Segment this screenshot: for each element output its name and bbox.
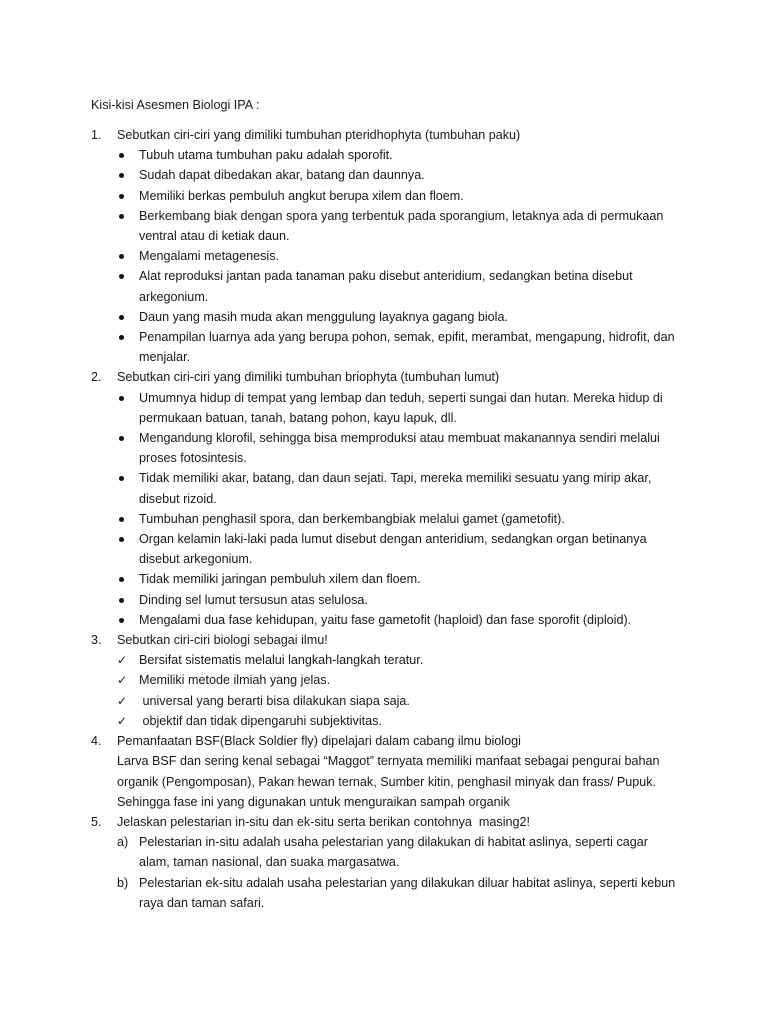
checkmark-icon: ✓: [117, 653, 128, 668]
checkmark-icon: ✓: [117, 713, 128, 728]
question-5-heading: [0, 812, 677, 832]
question-1: [0, 125, 768, 367]
bullet-icon: [119, 618, 124, 623]
list-item: Mengalami metagenesis.: [0, 246, 679, 266]
answer-paragraph: Larva BSF dan sering kenal sebagai “Maggot” ternyata memiliki manfaat sebagai pengurai bahan organik (Pengomposan), Pakan hewan ternak, Sumber kitin, penghasil minyak dan frass/ Pupuk. Sehingga fase ini yang digunakan untuk menguraikan sampah organik: [117, 754, 660, 809]
question-4: [0, 731, 768, 812]
question-number: 5.: [91, 814, 102, 829]
bullet-icon: [119, 577, 124, 582]
checkmark-icon: ✓: [117, 673, 128, 688]
bullet-icon: [119, 254, 124, 259]
bullet-icon: [119, 476, 124, 481]
bullet-icon: [119, 436, 124, 441]
list-item: ✓ objektif dan tidak dipengaruhi subjektivitas.: [0, 711, 679, 731]
question-number: 2.: [91, 370, 102, 385]
list-item: Penampilan luarnya ada yang berupa pohon, semak, epifit, merambat, mengapung, hidrofit, dan menjalar.: [0, 327, 679, 367]
question-text: Sebutkan ciri-ciri biologi sebagai ilmu!: [117, 633, 328, 648]
list-item: Mengalami dua fase kehidupan, yaitu fase gametofit (haploid) dan fase sporofit (diploid).: [0, 610, 679, 630]
question-number: 4.: [91, 734, 102, 749]
document-title: Kisi-kisi Asesmen Biologi IPA :: [91, 98, 260, 112]
list-item: Sudah dapat dibedakan akar, batang dan daunnya.: [0, 165, 679, 185]
bullet-icon: [119, 173, 124, 178]
question-text: Sebutkan ciri-ciri yang dimiliki tumbuhan pteridhophyta (tumbuhan paku): [117, 128, 521, 142]
list-item: Tubuh utama tumbuhan paku adalah sporofit.: [0, 145, 679, 165]
question-1-heading: [0, 125, 677, 145]
list-item: b) Pelestarian ek-situ adalah usaha pelestarian yang dilakukan diluar habitat aslinya, seperti kebun raya dan taman safari.: [0, 873, 679, 913]
checkmark-icon: ✓: [117, 693, 128, 708]
list-item: Dinding sel lumut tersusun atas selulosa.: [0, 590, 679, 610]
bullet-icon: [119, 194, 124, 199]
list-letter: a): [117, 835, 129, 850]
list-item: ✓ universal yang berarti bisa dilakukan siapa saja.: [0, 691, 679, 711]
question-4-heading: [0, 731, 677, 751]
list-item: ✓ Bersifat sistematis melalui langkah-langkah teratur.: [0, 650, 679, 670]
bullet-icon: [119, 335, 124, 340]
question-5: [0, 812, 768, 913]
list-item: Memiliki berkas pembuluh angkut berupa xilem dan floem.: [0, 186, 679, 206]
bullet-icon: [119, 315, 124, 320]
list-item: Mengandung klorofil, sehingga bisa memproduksi atau membuat makanannya sendiri melalui proses fotosintesis.: [0, 428, 679, 468]
list-item: Tidak memiliki akar, batang, dan daun sejati. Tapi, mereka memiliki sesuatu yang mirip akar, disebut rizoid.: [0, 468, 679, 508]
question-text: Jelaskan pelestarian in-situ dan ek-situ serta berikan contohnya masing2!: [117, 814, 531, 829]
question-list: [0, 125, 768, 913]
list-item: Tumbuhan penghasil spora, dan berkembangbiak melalui gamet (gametofit).: [0, 509, 679, 529]
bullet-icon: [119, 598, 124, 603]
bullet-icon: [119, 274, 124, 279]
question-3-heading: [0, 630, 677, 650]
bullet-icon: [119, 537, 124, 542]
question-2-heading: [0, 367, 677, 387]
list-item: Organ kelamin laki-laki pada lumut disebut dengan anteridium, sedangkan organ betinanya disebut arkegonium.: [0, 529, 679, 569]
question-2: [0, 367, 768, 630]
question-number: 3.: [91, 633, 102, 648]
list-item: a) Pelestarian in-situ adalah usaha pelestarian yang dilakukan di habitat aslinya, seperti cagar alam, taman nasional, dan suaka margasatwa.: [0, 832, 679, 872]
bullet-icon: [119, 396, 124, 401]
list-item: Berkembang biak dengan spora yang terbentuk pada sporangium, letaknya ada di permukaan ventral atau di ketiak daun.: [0, 206, 679, 246]
bullet-icon: [119, 214, 124, 219]
list-item: ✓ Memiliki metode ilmiah yang jelas.: [0, 670, 679, 690]
list-letter: b): [117, 875, 129, 890]
list-item: Tidak memiliki jaringan pembuluh xilem dan floem.: [0, 569, 679, 589]
question-text: Pemanfaatan BSF(Black Soldier fly) dipelajari dalam cabang ilmu biologi: [117, 734, 521, 749]
list-item: Daun yang masih muda akan menggulung layaknya gagang biola.: [0, 307, 679, 327]
list-item: Umumnya hidup di tempat yang lembap dan teduh, seperti sungai dan hutan. Mereka hidup di permukaan batuan, tanah, batang pohon, kayu lapuk, dll.: [0, 388, 679, 428]
question-text: Sebutkan ciri-ciri yang dimiliki tumbuhan briophyta (tumbuhan lumut): [117, 370, 500, 385]
list-item: Alat reproduksi jantan pada tanaman paku disebut anteridium, sedangkan betina disebut arkegonium.: [0, 266, 679, 306]
bullet-icon: [119, 517, 124, 522]
question-number: 1.: [91, 128, 102, 142]
question-3: [0, 630, 768, 731]
bullet-icon: [119, 153, 124, 158]
